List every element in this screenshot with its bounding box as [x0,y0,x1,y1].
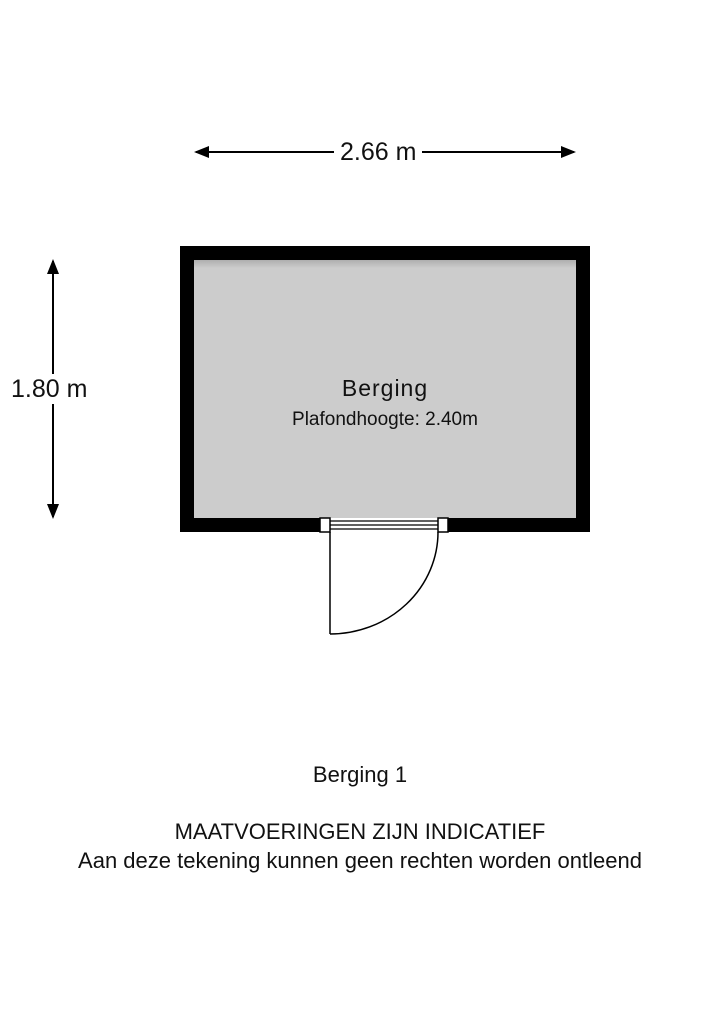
height-dimension-label: 1.80 m [5,374,93,404]
disclaimer-line-1: MAATVOERINGEN ZIJN INDICATIEF [174,819,546,844]
door-swing [330,532,438,634]
disclaimer-line-2: Aan deze tekening kunnen geen rechten worden ontleend [78,848,642,873]
width-dimension-label: 2.66 m [334,137,422,167]
floor-shadow [194,260,576,268]
floor-name-caption: Berging 1 [312,762,408,787]
room-name-label: Berging [341,375,429,401]
ceiling-height-label: Plafondhoogte: 2.40m [292,409,478,430]
door-opening [320,518,448,532]
